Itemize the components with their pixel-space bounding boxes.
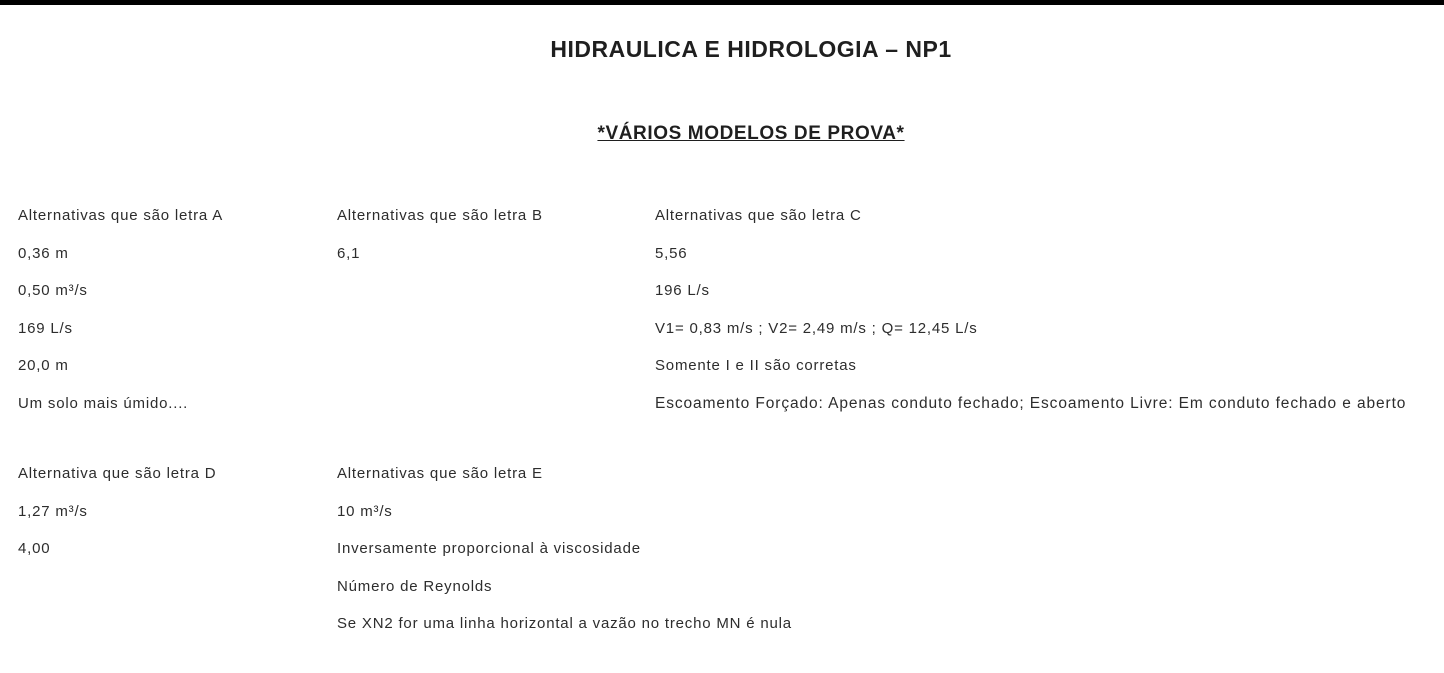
alternative-item: 169 L/s — [18, 319, 73, 337]
page-title: HIDRAULICA E HIDROLOGIA – NP1 — [550, 36, 952, 62]
column-header: Alternativas que são letra E — [337, 465, 543, 482]
alternative-item: 4,00 — [18, 540, 51, 557]
alternative-item: 5,56 — [655, 244, 688, 262]
alternative-item: Inversamente proporcional à viscosidade — [337, 540, 641, 557]
column-letter-e — [337, 455, 792, 643]
column-letter-a — [18, 197, 223, 422]
column-letter-b — [337, 197, 543, 272]
column-header: Alternativas que são letra B — [337, 207, 543, 224]
column-header: Alternativas que são letra C — [655, 207, 862, 224]
top-border — [0, 0, 1444, 5]
alternative-item: Número de Reynolds — [337, 577, 493, 595]
alternative-item: 1,27 m³/s — [18, 502, 88, 520]
alternative-item: 6,1 — [337, 244, 361, 262]
alternative-item: 10 m³/s — [337, 502, 393, 520]
alternative-item: Escoamento Forçado: Apenas conduto fechado; Escoamento Livre: Em conduto fechado e aberto — [655, 394, 1407, 412]
alternative-item: V1= 0,83 m/s ; V2= 2,49 m/s ; Q= 12,45 L/s — [655, 319, 978, 337]
alternative-item: 20,0 m — [18, 357, 69, 374]
alternative-item: Um solo mais úmido.... — [18, 394, 189, 412]
alternative-item: 196 L/s — [655, 282, 710, 299]
alternative-item: 0,36 m — [18, 244, 69, 262]
alternative-item: Se XN2 for uma linha horizontal a vazão no trecho MN é nula — [337, 615, 792, 632]
column-letter-d — [18, 455, 216, 568]
alternative-item: Somente I e II são corretas — [655, 357, 857, 374]
column-letter-c — [655, 197, 1406, 422]
column-header: Alternativa que são letra D — [18, 465, 217, 482]
page-subtitle: *VÁRIOS MODELOS DE PROVA* — [597, 123, 905, 144]
alternative-item: 0,50 m³/s — [18, 282, 88, 299]
column-header: Alternativas que são letra A — [18, 207, 224, 224]
